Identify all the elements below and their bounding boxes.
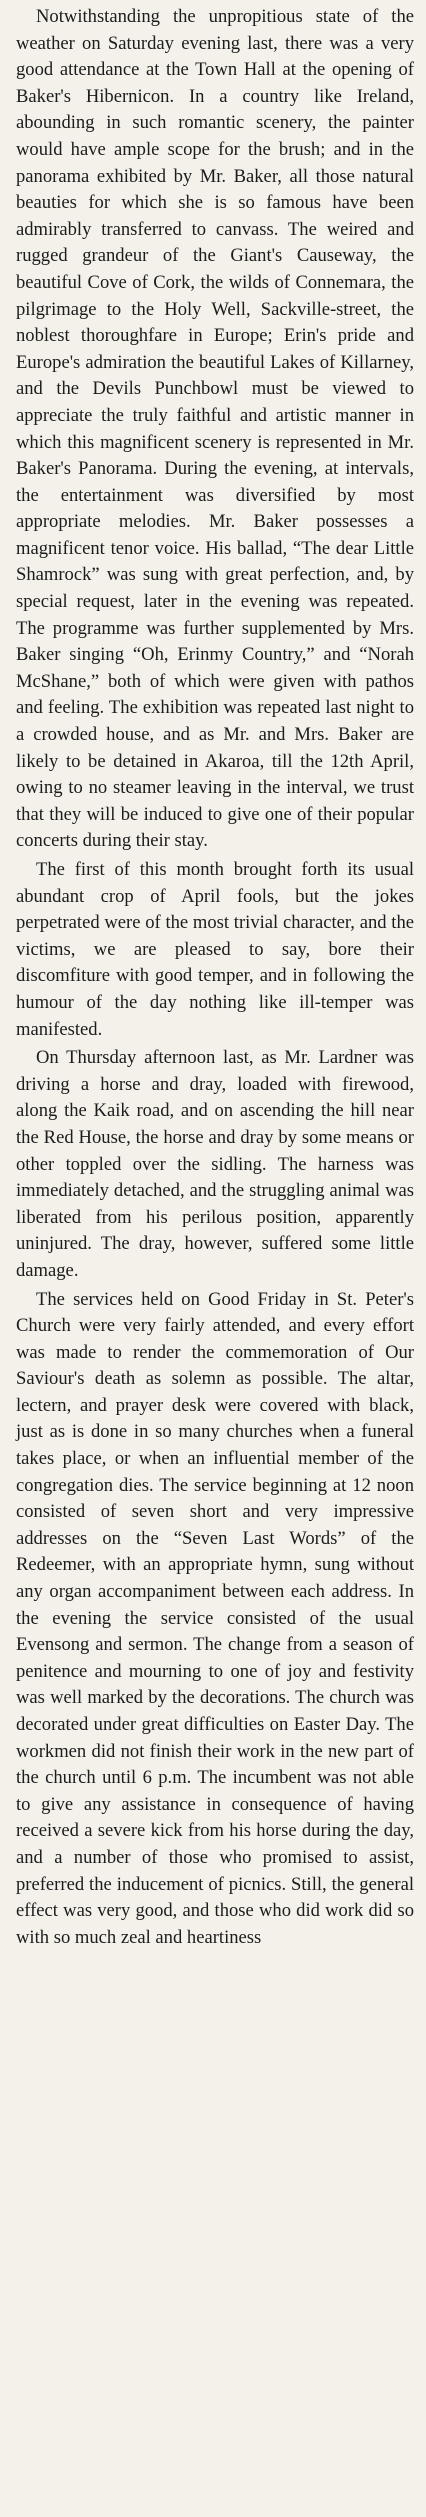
article-paragraph-baker-hibernicon: Notwithstanding the unpropitious state of the weather on Saturday evening last, there was a very good attendance at the Town Hall at the opening of Baker's Hibernicon. In a country like Ireland, abounding in such romantic scenery, the painter would have ample scope for the brush; and in the panorama exhibited by Mr. Baker, all those natural beauties for which she is so famous have been admirably transferred to canvass. The weired and rugged grandeur of the Giant's Causeway, the beautiful Cove of Cork, the wilds of Connemara, the pilgrimage to the Holy Well, Sackville-street, the noblest thoroughfare in Europe; Erin's pride and Europe's admiration the beautiful Lakes of Killarney, and the Devils Punchbowl must be viewed to appreciate the truly faithful and artistic manner in which this magnificent scenery is represented in Mr. Baker's Panorama. During the evening, at intervals, the entertainment was diversified by most appropriate melodies. Mr. Baker possesses a magnificent tenor voice. His ballad, “The dear Little Shamrock” was sung with great perfection, and, by special request, later in the evening was repeated. The programme was further supplemented by Mrs. Baker singing “Oh, Erinmy Country,” and “Norah McShane,” both of which were given with pathos and feeling. The exhibition was repeated last night to a crowded house, and as Mr. and Mrs. Baker are likely to be detained in Akaroa, till the 12th April, owing to no steamer leaving in the interval, we trust that they will be induced to give one of their popular concerts during their stay. (16, 6, 414, 852)
article-paragraph-april-fools: The first of this month brought forth its usual abundant crop of April fools, but the jokes perpetrated were of the most trivial character, and the victims, we are pleased to say, bore their discomfiture with good temper, and in following the humour of the day nothing like ill-temper was manifested. (16, 859, 414, 1040)
article-paragraph-good-friday-services: The services held on Good Friday in St. Peter's Church were very fairly attended, and every effort was made to render the commemoration of Our Saviour's death as solemn as possible. The altar, lectern, and prayer desk were covered with black, just as is done in so many churches when a funeral takes place, or when an influential member of the congregation dies. The service beginning at 12 noon consisted of seven short and very impressive addresses on the “Seven Last Words” of the Redeemer, with an appropriate hymn, sung without any organ accompaniment between each address. In the evening the service consisted of the usual Evensong and sermon. The change from a season of penitence and mourning to one of joy and festivity was well marked by the decorations. The church was decorated under great difficulties on Easter Day. The workmen did not finish their work in the new part of the church until 6 p.m. The incumbent was not able to give any assistance in consequence of having received a severe kick from his horse during the day, and a number of those who promised to assist, preferred the inducement of picnics. Still, the general effect was very good, and those who did work did so with so much zeal and heartiness (16, 1288, 414, 1948)
article-paragraph-dray-accident: On Thursday afternoon last, as Mr. Lardner was driving a horse and dray, loaded with firewood, along the Kaik road, and on ascending the hill near the Red House, the horse and dray by some means or other toppled over the sidling. The harness was immediately detached, and the struggling animal was liberated from his perilous position, apparently uninjured. The dray, however, suffered some little damage. (16, 1047, 414, 1281)
